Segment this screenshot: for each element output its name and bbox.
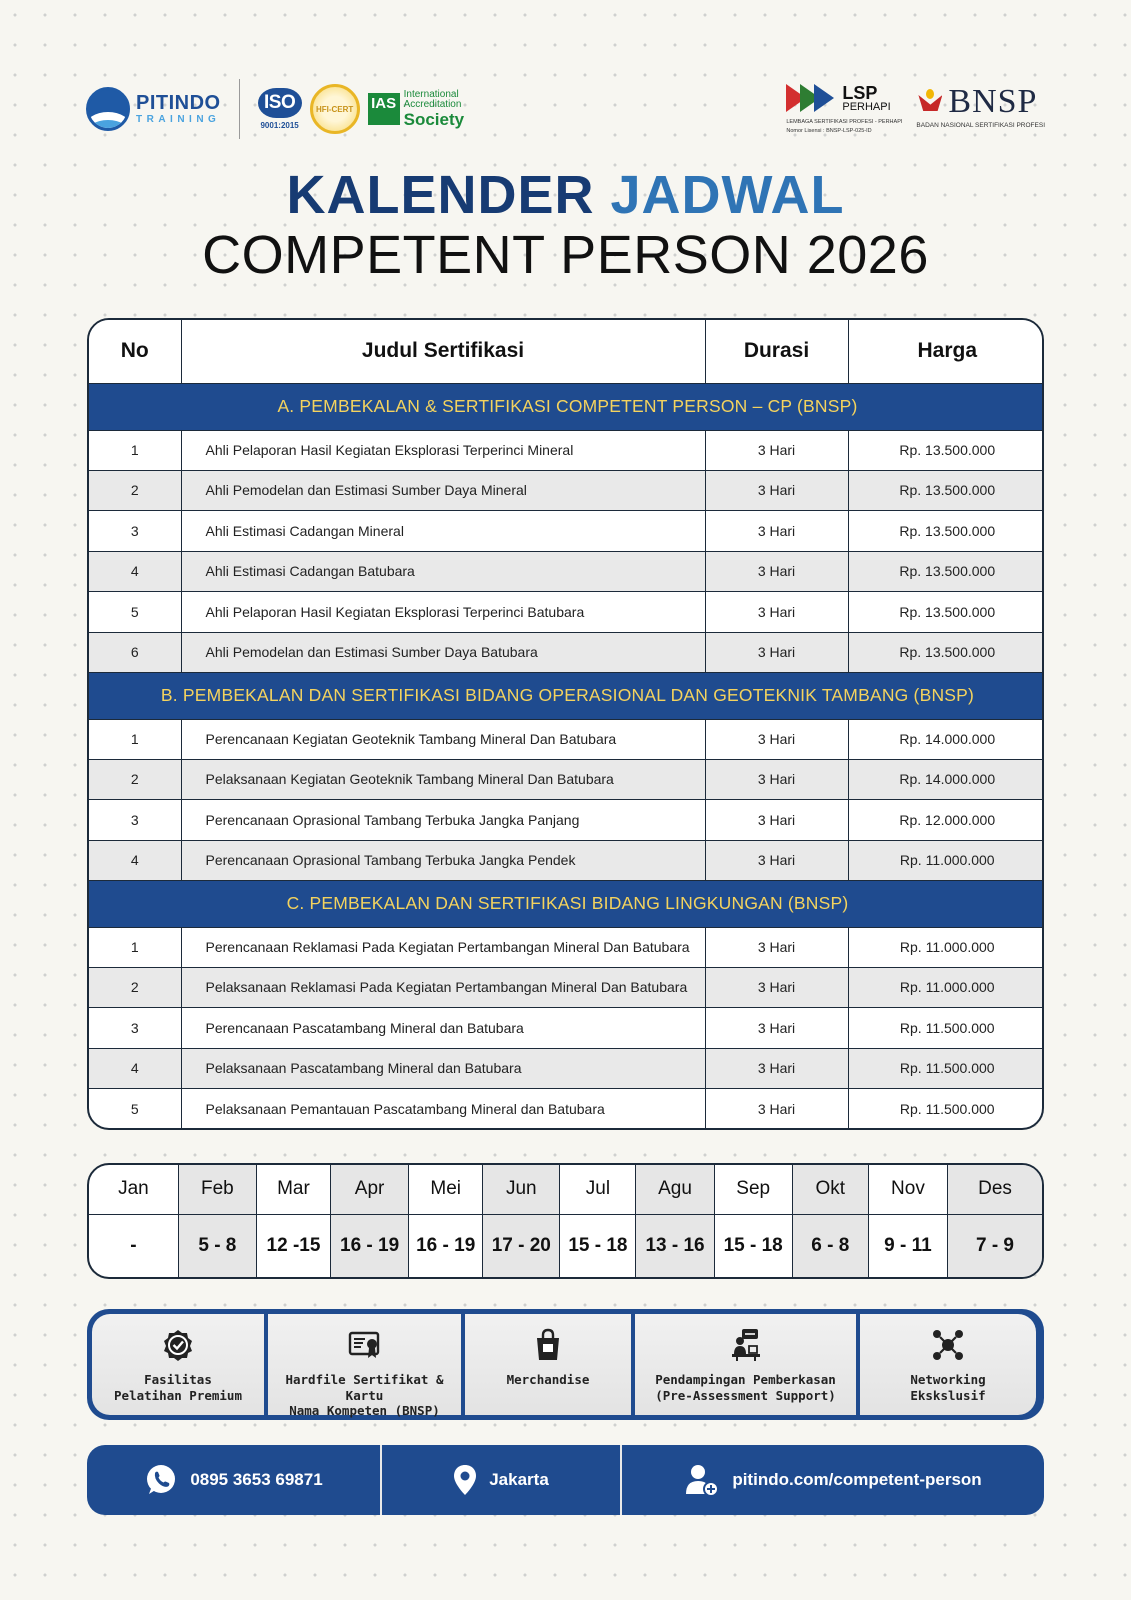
month-names-row <box>89 1165 1042 1214</box>
month-dates: 7 - 9 <box>948 1214 1042 1277</box>
table-row <box>89 470 1044 510</box>
month-name: Mar <box>256 1165 330 1214</box>
premium-badge-icon <box>161 1328 195 1362</box>
cell-no: 2 <box>89 759 181 799</box>
cell-harga: Rp. 11.000.000 <box>848 927 1044 967</box>
website-link[interactable]: pitindo.com/competent-person <box>732 1470 982 1489</box>
cell-durasi: 3 Hari <box>705 799 848 840</box>
table-row <box>89 840 1044 880</box>
benefit-item <box>860 1314 1036 1415</box>
month-name: Apr <box>331 1165 409 1214</box>
shopping-bag-icon <box>531 1328 565 1362</box>
section-title: C. PEMBEKALAN DAN SERTIFIKASI BIDANG LINGKUNGAN (BNSP) <box>89 880 1044 927</box>
logo-divider <box>239 79 240 139</box>
header-no: No <box>89 320 181 383</box>
cell-durasi: 3 Hari <box>705 1088 848 1129</box>
cell-harga: Rp. 11.500.000 <box>848 1007 1044 1048</box>
pitindo-name: PITINDO <box>136 92 221 114</box>
location-text: Jakarta <box>489 1470 549 1489</box>
monthly-schedule <box>87 1163 1044 1279</box>
cell-harga: Rp. 13.500.000 <box>848 632 1044 672</box>
month-dates: 15 - 18 <box>714 1214 792 1277</box>
cell-durasi: 3 Hari <box>705 927 848 967</box>
ias-logo <box>368 90 464 129</box>
cell-no: 3 <box>89 1007 181 1048</box>
table-row <box>89 927 1044 967</box>
table-row <box>89 591 1044 632</box>
user-add-icon <box>684 1462 720 1498</box>
benefit-label: Pendampingan Pemberkasan (Pre-Assessment Support) <box>655 1372 836 1403</box>
title-word-kalender: KALENDER <box>286 165 595 225</box>
cell-judul: Perencanaan Kegiatan Geoteknik Tambang Mineral Dan Batubara <box>181 719 705 759</box>
cell-no: 4 <box>89 551 181 591</box>
section-title: A. PEMBEKALAN & SERTIFIKASI COMPETENT PERSON – CP (BNSP) <box>89 383 1044 430</box>
table-row <box>89 1048 1044 1088</box>
section-header-row <box>89 383 1044 430</box>
lsp-arrows-icon <box>786 80 838 116</box>
cell-no: 3 <box>89 510 181 551</box>
cell-judul: Ahli Estimasi Cadangan Batubara <box>181 551 705 591</box>
lsp-caption-2: Nomor Lisensi : BNSP-LSP-025-ID <box>786 128 872 134</box>
benefit-item <box>635 1314 856 1415</box>
cell-no: 6 <box>89 632 181 672</box>
section-header-row <box>89 672 1044 719</box>
month-name: Jan <box>89 1165 178 1214</box>
month-name: Jul <box>560 1165 636 1214</box>
month-dates: 6 - 8 <box>792 1214 868 1277</box>
cell-harga: Rp. 13.500.000 <box>848 430 1044 470</box>
cell-harga: Rp. 11.500.000 <box>848 1048 1044 1088</box>
cell-durasi: 3 Hari <box>705 1007 848 1048</box>
cell-durasi: 3 Hari <box>705 551 848 591</box>
month-dates: 17 - 20 <box>483 1214 560 1277</box>
cell-judul: Ahli Pemodelan dan Estimasi Sumber Daya Batubara <box>181 632 705 672</box>
cell-judul: Ahli Pemodelan dan Estimasi Sumber Daya Mineral <box>181 470 705 510</box>
cell-judul: Pelaksanaan Reklamasi Pada Kegiatan Pertambangan Mineral Dan Batubara <box>181 967 705 1007</box>
section-header-row <box>89 880 1044 927</box>
benefit-item <box>268 1314 461 1419</box>
certificate-icon <box>348 1328 382 1362</box>
header-durasi: Durasi <box>705 320 848 383</box>
cell-durasi: 3 Hari <box>705 470 848 510</box>
month-name: Nov <box>868 1165 947 1214</box>
cell-no: 2 <box>89 967 181 1007</box>
table-row <box>89 510 1044 551</box>
table-header-row <box>89 320 1044 383</box>
cell-judul: Perencanaan Reklamasi Pada Kegiatan Pertambangan Mineral Dan Batubara <box>181 927 705 967</box>
phone-number: 0895 3653 69871 <box>190 1470 323 1489</box>
bnsp-title: BNSP <box>948 83 1038 120</box>
section-title: B. PEMBEKALAN DAN SERTIFIKASI BIDANG OPERASIONAL DAN GEOTEKNIK TAMBANG (BNSP) <box>89 672 1044 719</box>
cell-harga: Rp. 14.000.000 <box>848 719 1044 759</box>
cell-no: 1 <box>89 430 181 470</box>
benefit-label: Merchandise <box>506 1372 590 1387</box>
whatsapp-icon <box>144 1463 178 1497</box>
ias-box: IAS <box>368 93 400 125</box>
month-name: Mei <box>409 1165 483 1214</box>
month-name: Agu <box>636 1165 714 1214</box>
cell-harga: Rp. 13.500.000 <box>848 510 1044 551</box>
table-row <box>89 799 1044 840</box>
cell-judul: Perencanaan Oprasional Tambang Terbuka Jangka Panjang <box>181 799 705 840</box>
table-row <box>89 1088 1044 1129</box>
cell-no: 5 <box>89 1088 181 1129</box>
table-row <box>89 632 1044 672</box>
benefit-item <box>92 1314 264 1415</box>
month-name: Des <box>948 1165 1042 1214</box>
cell-durasi: 3 Hari <box>705 967 848 1007</box>
cell-durasi: 3 Hari <box>705 510 848 551</box>
contact-phone[interactable] <box>87 1445 380 1515</box>
cell-judul: Pelaksanaan Pemantauan Pascatambang Mineral dan Batubara <box>181 1088 705 1129</box>
cell-judul: Pelaksanaan Pascatambang Mineral dan Batubara <box>181 1048 705 1088</box>
consultant-icon <box>729 1328 763 1362</box>
table-row <box>89 759 1044 799</box>
header-judul: Judul Sertifikasi <box>181 320 705 383</box>
pitindo-logo-icon <box>86 87 130 131</box>
benefit-label: Hardfile Sertifikat & Kartu Nama Kompeten (BNSP) <box>285 1372 444 1419</box>
hfi-cert-logo: HFI-CERT <box>310 84 360 134</box>
benefit-item <box>465 1314 631 1415</box>
month-dates: 12 -15 <box>256 1214 330 1277</box>
contact-website[interactable] <box>622 1445 1044 1515</box>
ias-line2: Accreditation <box>403 99 462 111</box>
cell-harga: Rp. 11.500.000 <box>848 1088 1044 1129</box>
cell-harga: Rp. 13.500.000 <box>848 470 1044 510</box>
cell-no: 5 <box>89 591 181 632</box>
header-logos-left <box>86 78 464 140</box>
bnsp-emblem-icon <box>916 89 944 115</box>
cell-harga: Rp. 14.000.000 <box>848 759 1044 799</box>
cell-harga: Rp. 12.000.000 <box>848 799 1044 840</box>
lsp-title: LSP <box>842 82 878 103</box>
cell-no: 4 <box>89 840 181 880</box>
cell-durasi: 3 Hari <box>705 840 848 880</box>
cell-judul: Ahli Pelaporan Hasil Kegiatan Eksplorasi Terperinci Mineral <box>181 430 705 470</box>
iso-globe-icon: ISO <box>258 88 302 118</box>
iso-number: 9001:2015 <box>260 121 299 130</box>
contact-bar <box>87 1445 1044 1515</box>
lsp-perhapi-logo <box>786 80 902 134</box>
month-name: Jun <box>483 1165 560 1214</box>
cell-durasi: 3 Hari <box>705 719 848 759</box>
contact-location <box>382 1445 620 1515</box>
month-dates: 16 - 19 <box>331 1214 409 1277</box>
cell-no: 4 <box>89 1048 181 1088</box>
cell-judul: Ahli Estimasi Cadangan Mineral <box>181 510 705 551</box>
table-row <box>89 551 1044 591</box>
cell-durasi: 3 Hari <box>705 1048 848 1088</box>
title-word-jadwal: JADWAL <box>610 165 845 225</box>
cell-judul: Pelaksanaan Kegiatan Geoteknik Tambang Mineral Dan Batubara <box>181 759 705 799</box>
cell-harga: Rp. 11.000.000 <box>848 840 1044 880</box>
benefits-bar <box>87 1309 1044 1420</box>
cell-durasi: 3 Hari <box>705 591 848 632</box>
cell-judul: Ahli Pelaporan Hasil Kegiatan Eksplorasi Terperinci Batubara <box>181 591 705 632</box>
month-dates: 16 - 19 <box>409 1214 483 1277</box>
benefit-label: Networking Ekskslusif <box>910 1372 986 1403</box>
month-dates: 5 - 8 <box>178 1214 256 1277</box>
location-pin-icon <box>453 1463 477 1497</box>
month-dates: - <box>89 1214 178 1277</box>
iso-logo <box>258 88 302 130</box>
month-name: Okt <box>792 1165 868 1214</box>
ias-line3: Society <box>403 109 465 129</box>
header-harga: Harga <box>848 320 1044 383</box>
cell-judul: Perencanaan Oprasional Tambang Terbuka Jangka Pendek <box>181 840 705 880</box>
month-dates: 9 - 11 <box>868 1214 947 1277</box>
month-name: Sep <box>714 1165 792 1214</box>
cell-durasi: 3 Hari <box>705 759 848 799</box>
pitindo-sub: TRAINING <box>136 114 221 125</box>
month-dates-row <box>89 1214 1042 1277</box>
cell-harga: Rp. 13.500.000 <box>848 591 1044 632</box>
cell-no: 1 <box>89 927 181 967</box>
cell-harga: Rp. 13.500.000 <box>848 551 1044 591</box>
table-row <box>89 1007 1044 1048</box>
page-subtitle: COMPETENT PERSON 2026 <box>202 225 929 285</box>
certification-table <box>87 318 1044 1130</box>
cell-durasi: 3 Hari <box>705 632 848 672</box>
lsp-sub: PERHAPI <box>842 100 891 113</box>
benefit-label: Fasilitas Pelatihan Premium <box>114 1372 242 1403</box>
network-icon <box>931 1328 965 1362</box>
table-row <box>89 430 1044 470</box>
month-name: Feb <box>178 1165 256 1214</box>
cell-judul: Perencanaan Pascatambang Mineral dan Batubara <box>181 1007 705 1048</box>
header-logos-right <box>786 80 1045 134</box>
ias-line1: International <box>403 88 459 100</box>
lsp-caption: LEMBAGA SERTIFIKASI PROFESI - PERHAPI <box>786 119 903 125</box>
pitindo-logo <box>86 87 221 131</box>
table-row <box>89 967 1044 1007</box>
bnsp-caption: BADAN NASIONAL SERTIFIKASI PROFESI <box>916 122 1045 129</box>
cell-no: 2 <box>89 470 181 510</box>
cell-no: 3 <box>89 799 181 840</box>
month-dates: 13 - 16 <box>636 1214 714 1277</box>
bnsp-logo <box>916 85 1045 129</box>
month-dates: 15 - 18 <box>560 1214 636 1277</box>
cell-no: 1 <box>89 719 181 759</box>
cell-harga: Rp. 11.000.000 <box>848 967 1044 1007</box>
table-row <box>89 719 1044 759</box>
page-title <box>0 165 1131 225</box>
cell-durasi: 3 Hari <box>705 430 848 470</box>
